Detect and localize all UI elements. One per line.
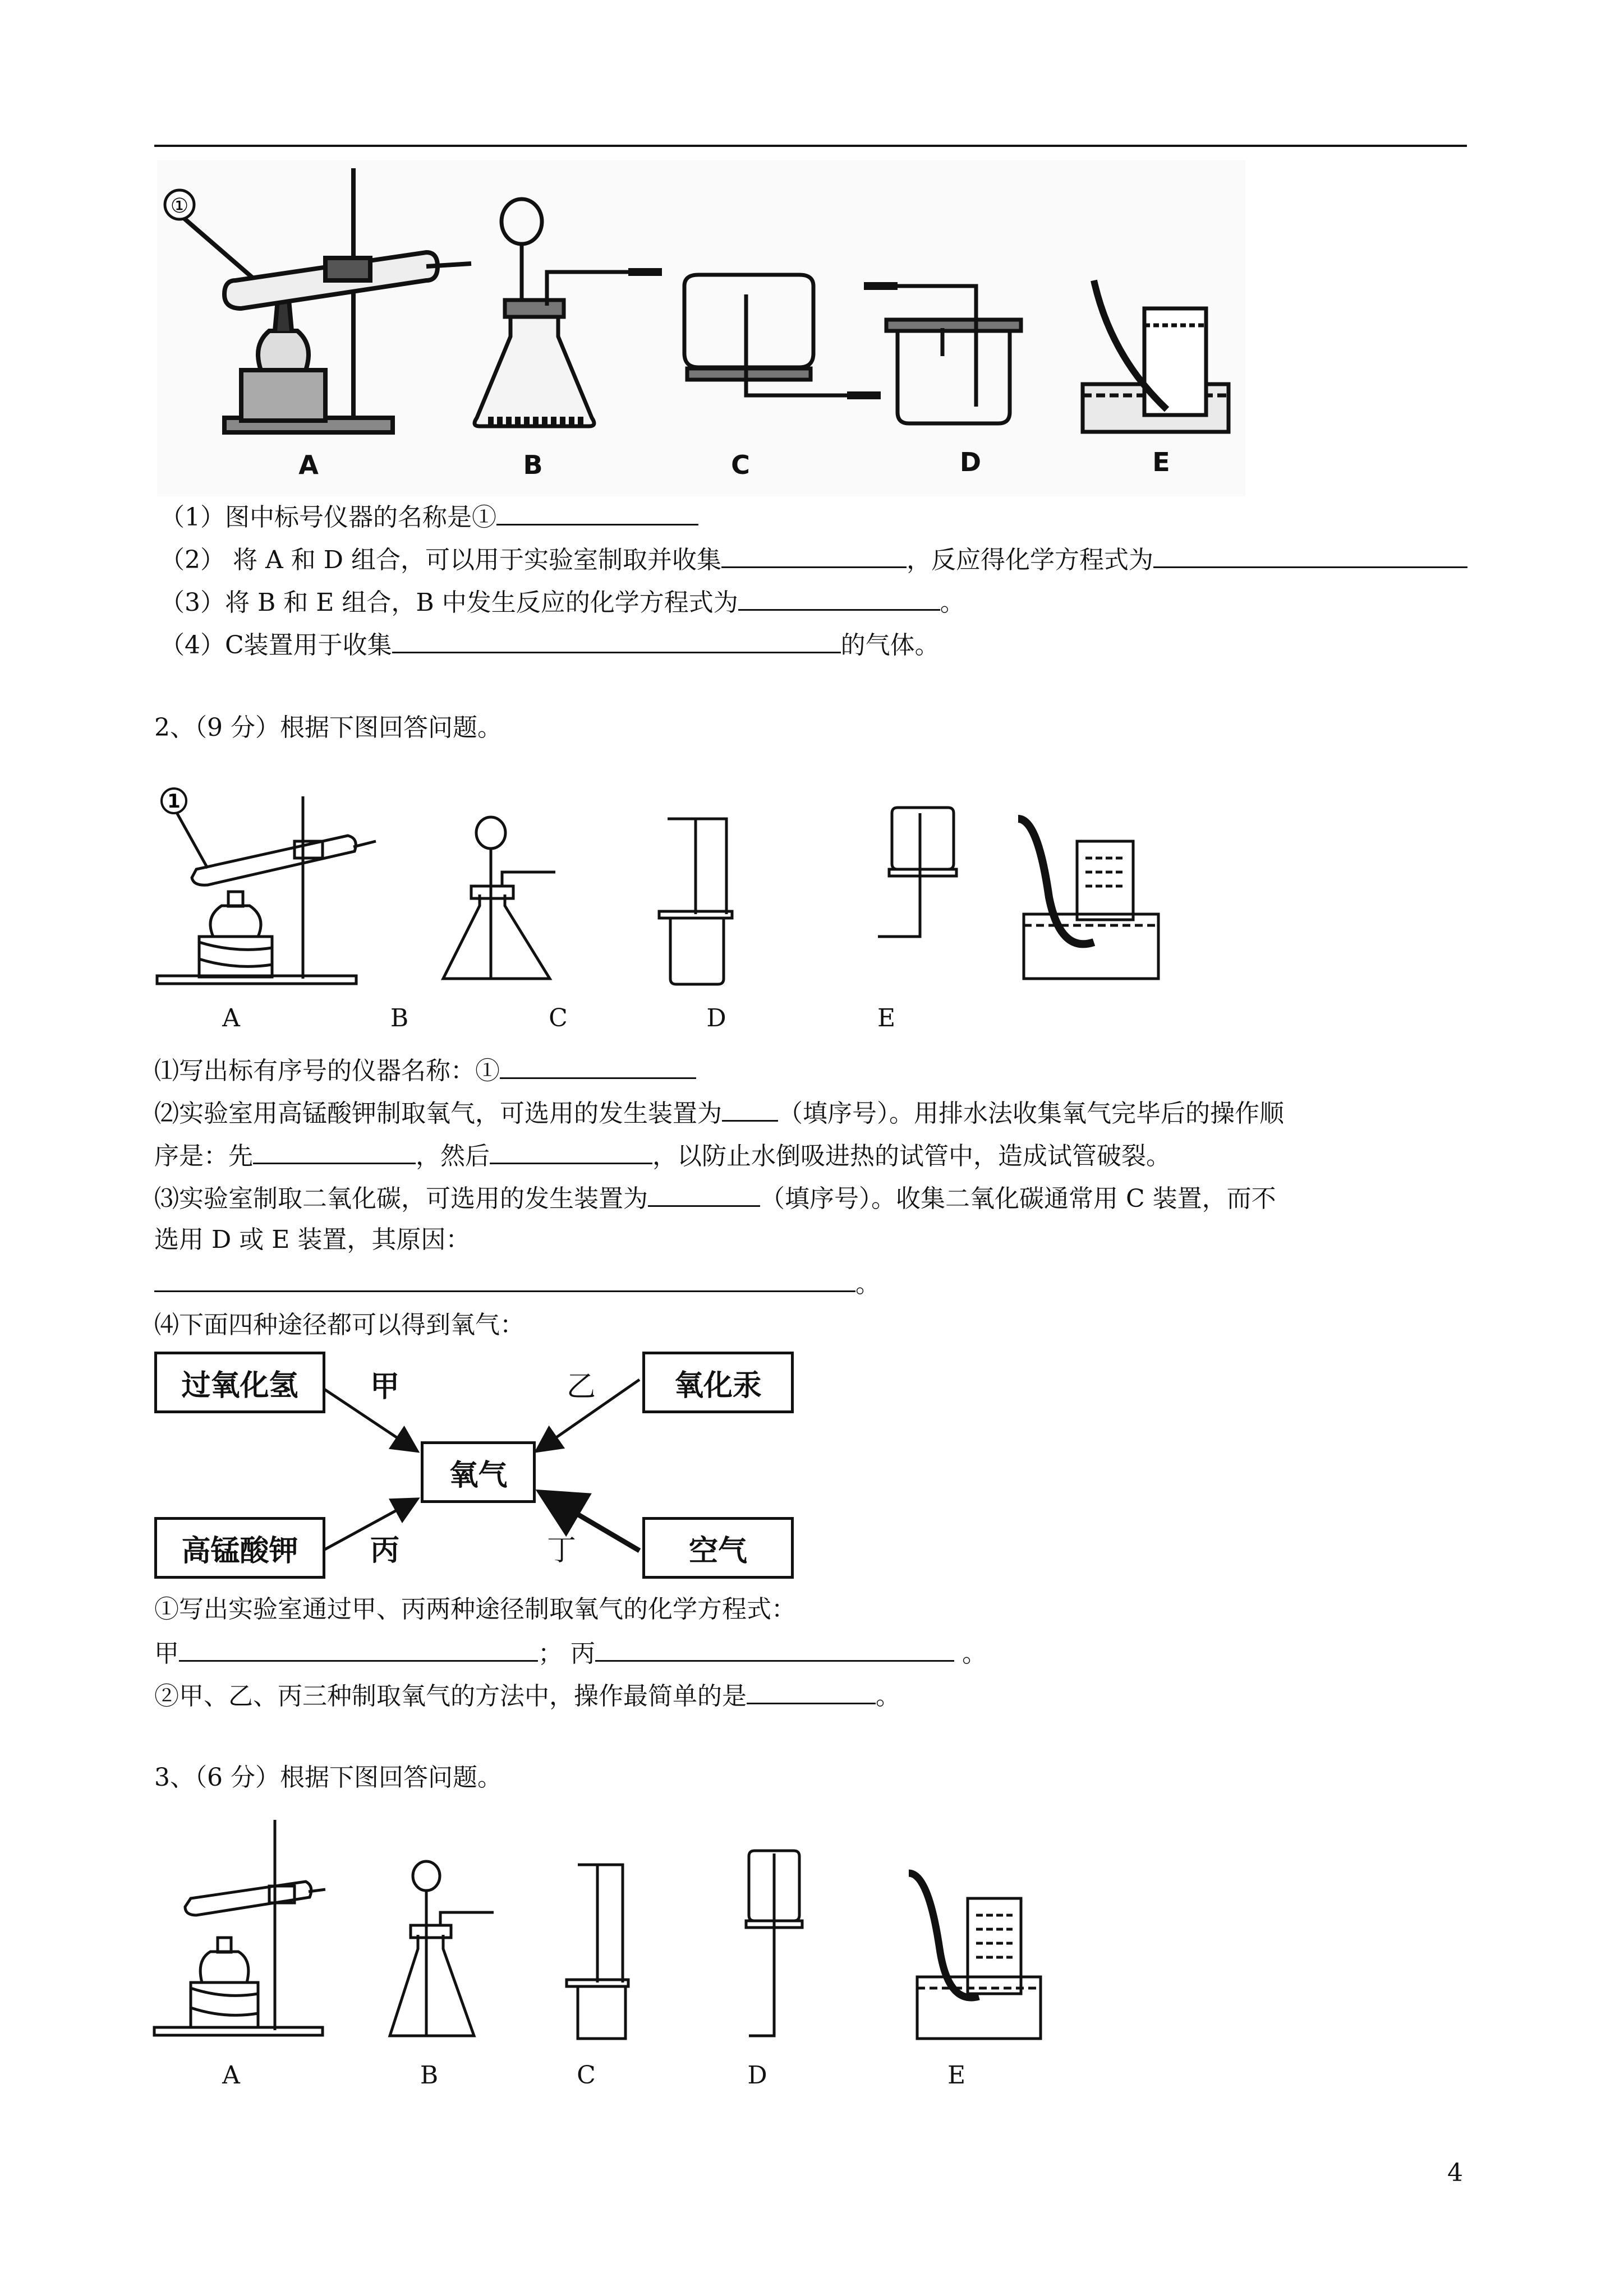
q1-marker-text: ① [170,195,189,218]
q2-sub-1-sep: ； 丙 [538,1639,595,1668]
q2-line-2-text-a: ⑵实验室用高锰酸钾制取氧气，可选用的发生装置为 [154,1099,722,1128]
q3-heading: 3、（6 分）根据下图回答问题。 [154,1763,502,1792]
q2-line-5: 选用 D 或 E 装置，其原因： [154,1225,471,1254]
q2-heading: 2、（9 分）根据下图回答问题。 [154,713,502,742]
q2-line-1-text: ⑴写出标有序号的仪器名称：① [154,1057,500,1085]
answer-blank[interactable] [179,1635,538,1662]
answer-blank[interactable] [595,1635,954,1662]
q2-sub-1: ①写出实验室通过甲、丙两种途径制取氧气的化学方程式： [154,1595,796,1624]
q2-sub-2-text: ②甲、乙、丙三种制取氧气的方法中，操作最简单的是 [154,1682,747,1711]
q2-label-d: D [706,1004,726,1032]
q1-line-3-text-a: （3）将 B 和 E 组合，B 中发生反应的化学方程式为 [160,588,738,617]
q2-line-4-text-a: ⑶实验室制取二氧化碳，可选用的发生装置为 [154,1184,648,1213]
q3-label-e: E [947,2061,966,2090]
q2-label-a: A [222,1004,240,1032]
source-box-top-right: 氧化汞 [642,1352,794,1413]
q2-sub-1-answers [154,1635,987,1671]
q3-label-c: C [577,2061,596,2090]
q2-line-3-text-c: ，以防止水倒吸进热的试管中，造成试管破裂。 [652,1142,1171,1170]
q2-line-7: ⑷下面四种途径都可以得到氧气： [154,1311,525,1339]
q2-line-4-text-b: （填序号）。收集二氧化碳通常用 C 装置，而不 [760,1184,1276,1213]
route-label-jia: 甲 [370,1370,400,1404]
route-label-yi: 乙 [567,1370,596,1404]
q3-label-a: A [222,2061,240,2090]
q1-line-3-text-b: 。 [940,588,965,617]
q1-label-e: E [1152,447,1170,477]
q3-apparatus-figure [151,1820,1066,2055]
q1-label-c: C [731,450,750,480]
route-label-ding: 丁 [547,1534,577,1567]
q2-sub-2 [154,1678,900,1713]
q2-sub-1-jia: 甲 [154,1639,179,1668]
q1-line-2-text-b: ，反应得化学方程式为 [906,546,1153,574]
route-label-bing: 丙 [370,1534,400,1567]
q2-marker-text: 1 [167,790,181,813]
q2-label-e: E [877,1004,896,1032]
q2-line-2-text-b: （填序号）。用排水法收集氧气完毕后的操作顺 [778,1099,1284,1128]
q2-line-3-text-a: 序是：先 [154,1142,253,1170]
source-box-top-left: 过氧化氢 [154,1352,325,1413]
q1-label-a: A [298,450,319,480]
q1-line-4-text-a: （4）C装置用于收集 [160,631,392,660]
answer-blank[interactable] [747,1678,876,1704]
q1-line-2-text-a: （2） 将 A 和 D 组合，可以用于实验室制取并收集 [160,546,721,574]
q1-line-4-text-b: 的气体。 [840,631,940,660]
q3-label-d: D [747,2061,767,2090]
oxygen-center-box: 氧气 [421,1441,536,1503]
source-box-bottom-right: 空气 [642,1517,794,1579]
q1-label-d: D [959,447,982,477]
source-box-bottom-left: 高锰酸钾 [154,1517,325,1579]
q2-label-c: C [549,1004,568,1032]
q2-line-3-text-b: ，然后 [416,1142,490,1170]
q2-label-b: B [390,1004,409,1032]
q2-line-6-end: 。 [855,1270,880,1298]
page-number: 4 [1447,2159,1463,2187]
q2-sub-1-end: 。 [954,1639,987,1668]
q2-sub-2-end: 。 [876,1682,900,1711]
q1-line-1-text: （1）图中标号仪器的名称是① [160,503,496,532]
q1-label-b: B [523,450,543,480]
q3-label-b: B [420,2061,439,2090]
